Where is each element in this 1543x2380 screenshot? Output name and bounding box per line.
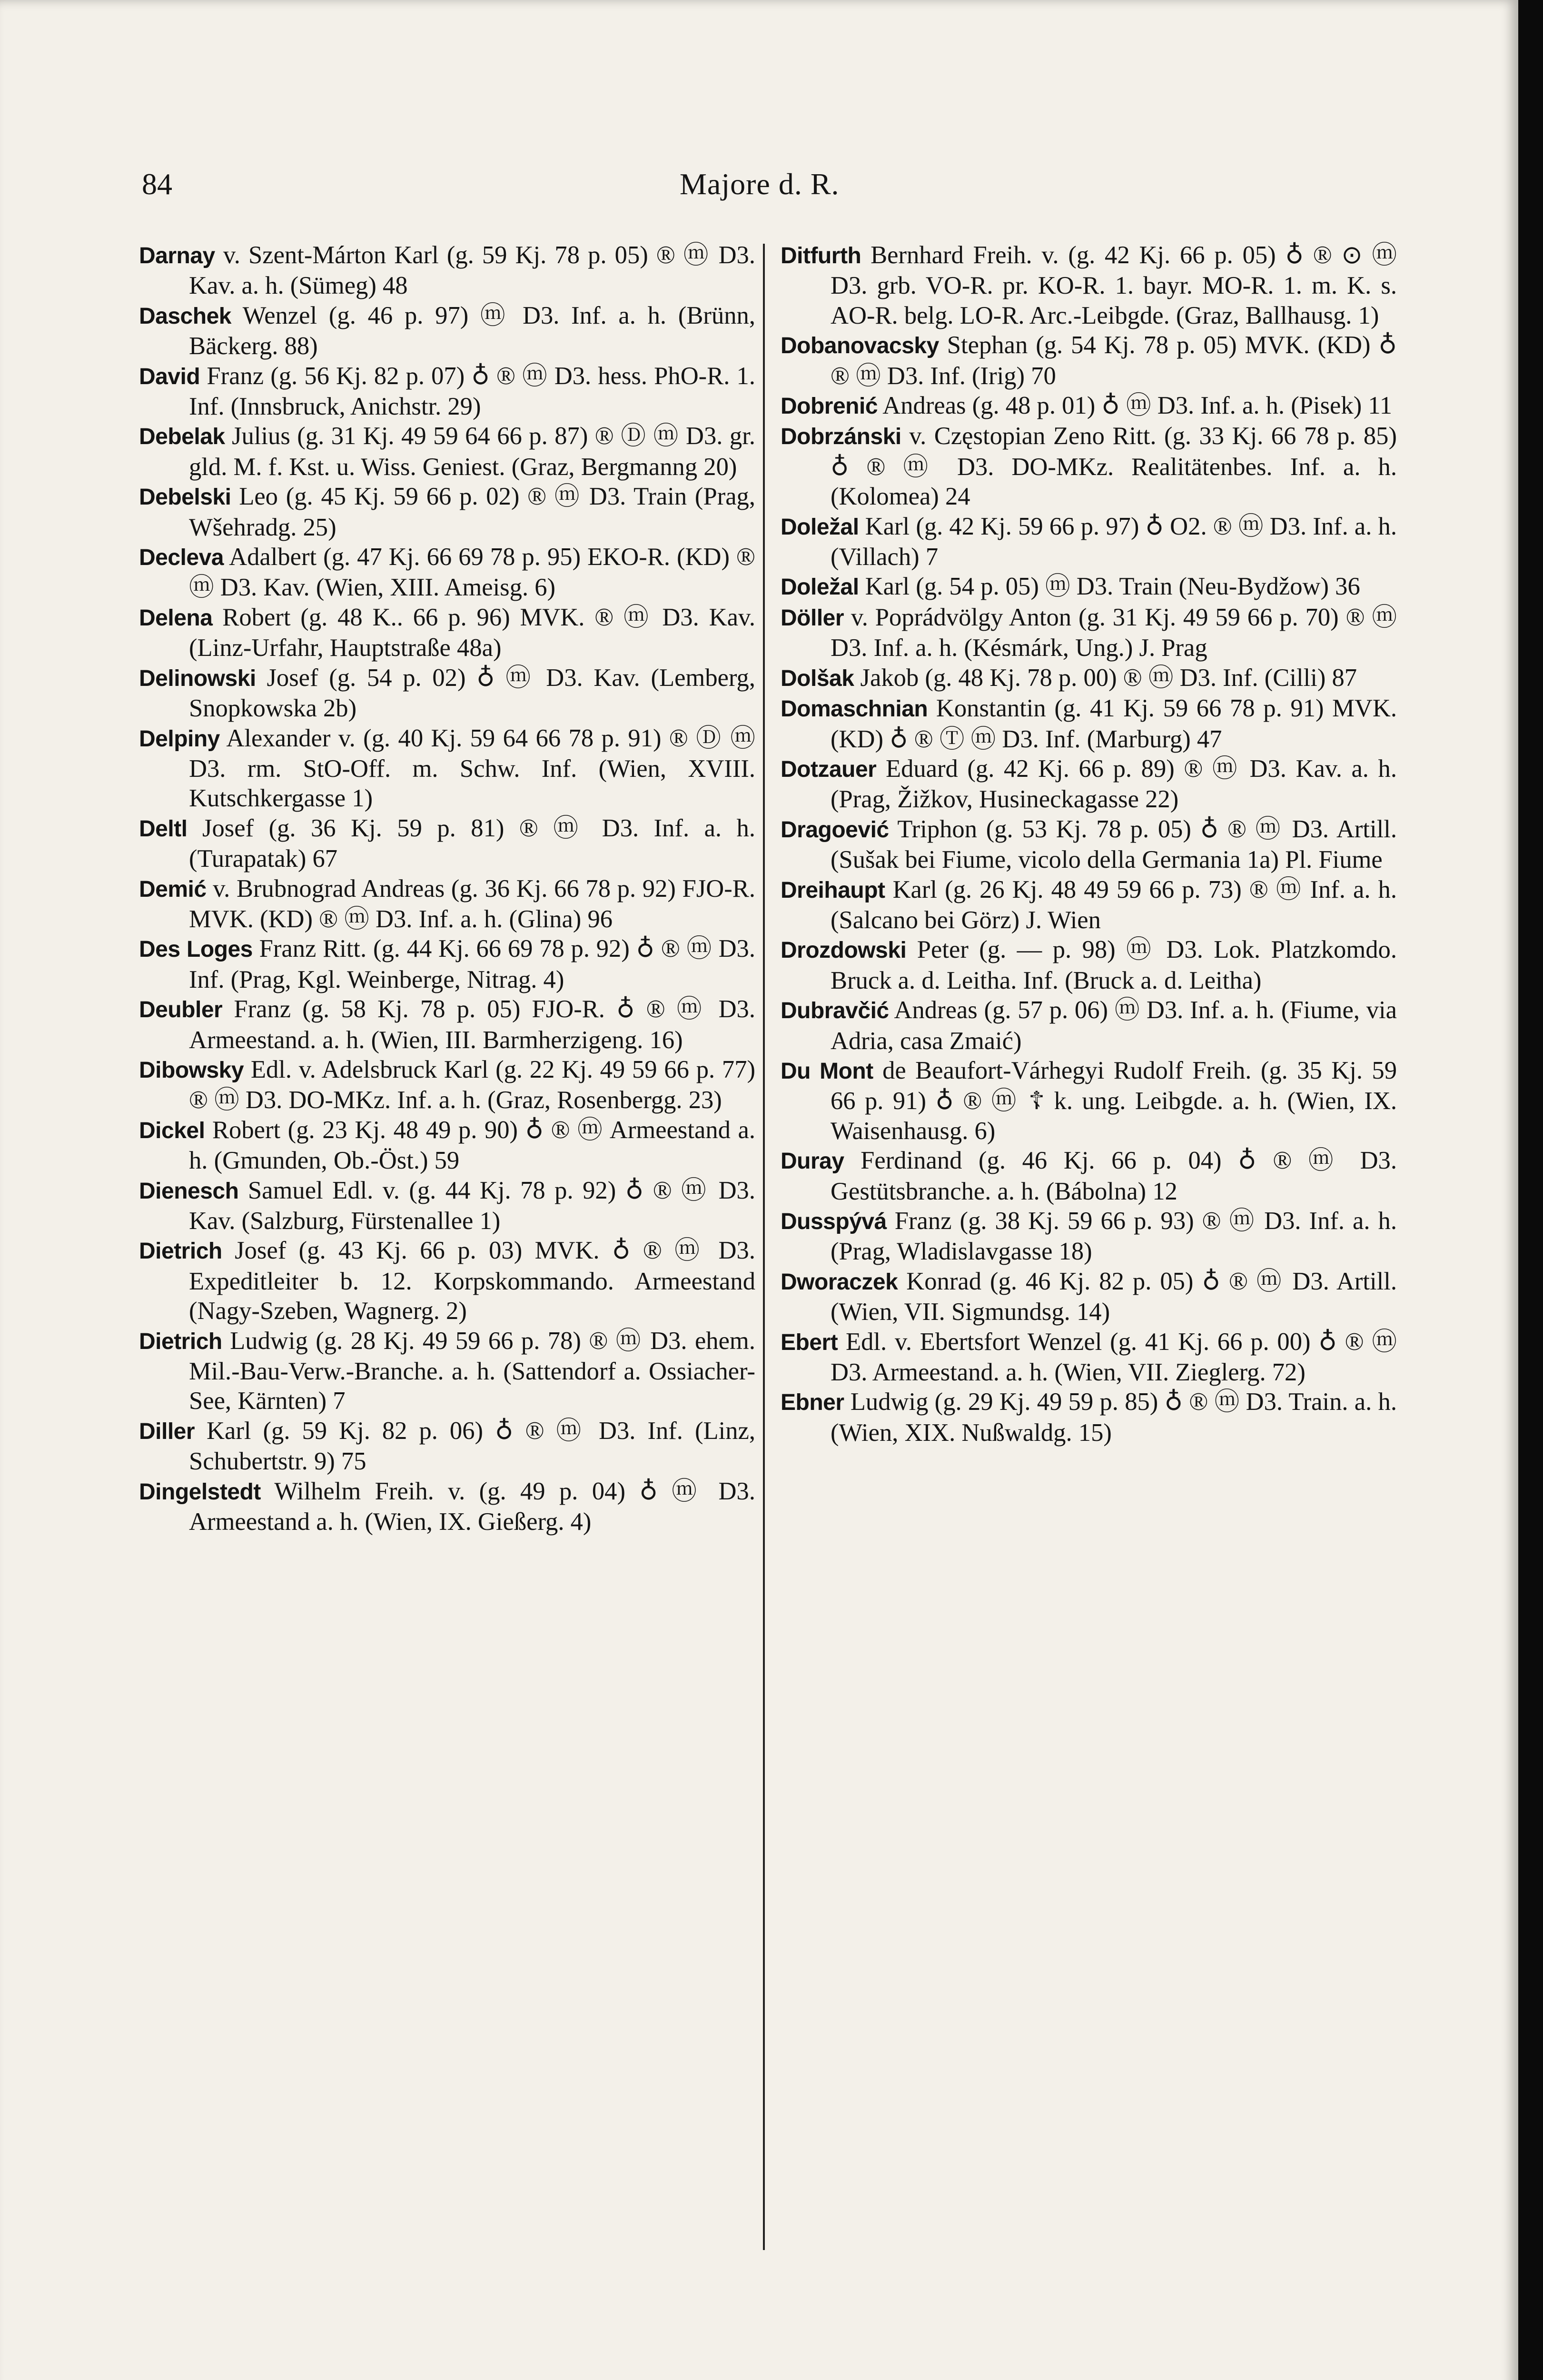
entry-details: Konstantin (g. 41 Kj. 59 66 78 p. 91) MVK. (KD) ♁ ® Ⓣ ⓜ D3. Inf. (Marburg) 47: [831, 694, 1397, 753]
register-entry: [781, 603, 1397, 663]
entry-details: Peter (g. — p. 98) ⓜ D3. Lok. Platzkomdo. Bruck a. d. Leitha. Inf. (Bruck a. d. Leitha): [831, 936, 1397, 994]
entry-surname: Delena: [139, 605, 213, 631]
entry-surname: Deubler: [139, 997, 223, 1023]
entry-surname: Dworaczek: [781, 1269, 898, 1295]
entry-surname: Dolšak: [781, 665, 854, 691]
register-entry: [781, 754, 1397, 814]
entry-surname: Dreihaupt: [781, 877, 885, 903]
entry-surname: Dotzauer: [781, 756, 877, 782]
entry-surname: Ebert: [781, 1329, 838, 1355]
entry-surname: Ditfurth: [781, 243, 861, 268]
entry-surname: Debelak: [139, 424, 225, 450]
register-entry: [139, 874, 755, 934]
entry-surname: Dragoević: [781, 817, 889, 843]
entry-details: v. Szent-Márton Karl (g. 59 Kj. 78 p. 05) ® ⓜ D3. Kav. a. h. (Sümeg) 48: [189, 241, 755, 300]
page-number: 84: [142, 167, 172, 201]
register-entry: [781, 1327, 1397, 1388]
entry-surname: Des Loges: [139, 937, 253, 962]
page-header: [142, 167, 1440, 209]
entry-details: Josef (g. 43 Kj. 66 p. 03) MVK. ♁ ® ⓜ D3. Expeditleiter b. 12. Korpskommando. Armeestand (Nagy-Szeben, Wagnerg. 2): [189, 1237, 755, 1325]
entry-details: v. Brubnograd Andreas (g. 36 Kj. 66 78 p. 92) FJO-R. MVK. (KD) ® ⓜ D3. Inf. a. h. (Glina) 96: [189, 874, 755, 933]
entry-surname: Daschek: [139, 303, 231, 329]
register-entry: [139, 301, 755, 361]
register-entry: [139, 542, 755, 603]
entry-surname: Darnay: [139, 243, 215, 268]
register-entry: [781, 391, 1397, 421]
entry-details: Eduard (g. 42 Kj. 66 p. 89) ® ⓜ D3. Kav. a. h. (Prag, Žižkov, Husineckagasse 22): [831, 754, 1397, 813]
right-column: [781, 240, 1397, 1448]
entry-details: Julius (g. 31 Kj. 49 59 64 66 p. 87) ® Ⓓ ⓜ D3. gr. gld. M. f. Kst. u. Wiss. Geniest. (Graz, Bergmanng 20): [189, 422, 755, 481]
entry-details: Ludwig (g. 28 Kj. 49 59 66 p. 78) ® ⓜ D3. ehem. Mil.-Bau-Verw.-Branche. a. h. (Sattendorf a. Ossiacher-See, Kärnten) 7: [189, 1327, 755, 1415]
register-entry: [139, 361, 755, 422]
entry-details: Karl (g. 59 Kj. 82 p. 06) ♁ ® ⓜ D3. Inf. (Linz, Schubertstr. 9) 75: [189, 1417, 755, 1476]
register-entry: [139, 934, 755, 994]
register-entry: [139, 482, 755, 542]
register-entry: [781, 240, 1397, 330]
entry-surname: Dickel: [139, 1118, 205, 1143]
register-entry: [781, 1056, 1397, 1146]
entry-surname: Dusspývá: [781, 1209, 887, 1234]
entry-details: Wenzel (g. 46 p. 97) ⓜ D3. Inf. a. h. (Brünn, Bäckerg. 88): [189, 301, 755, 360]
entry-details: v. Poprádvölgy Anton (g. 31 Kj. 49 59 66 p. 70) ® ⓜ D3. Inf. a. h. (Késmárk, Ung.) J. Prag: [831, 603, 1397, 662]
register-entry: [781, 875, 1397, 935]
entry-details: Franz Ritt. (g. 44 Kj. 66 69 78 p. 92) ♁ ® ⓜ D3. Inf. (Prag, Kgl. Weinberge, Nitrag. 4): [189, 935, 755, 993]
register-entry: [139, 813, 755, 874]
register-entry: [139, 1477, 755, 1537]
register-entry: [139, 994, 755, 1055]
register-entry: [781, 663, 1397, 694]
entry-surname: Döller: [781, 605, 844, 631]
register-entry: [781, 814, 1397, 875]
register-entry: [781, 1206, 1397, 1267]
entry-surname: Ebner: [781, 1390, 844, 1416]
register-entry: [139, 421, 755, 482]
entry-surname: Duray: [781, 1149, 844, 1174]
entry-surname: Deltl: [139, 816, 188, 842]
entry-details: Karl (g. 54 p. 05) ⓜ D3. Train (Neu-Bydžow) 36: [859, 573, 1360, 601]
entry-details: Leo (g. 45 Kj. 59 66 p. 02) ® ⓜ D3. Train (Prag, Wšehradg. 25): [189, 483, 755, 541]
entry-details: Konrad (g. 46 Kj. 82 p. 05) ♁ ® ⓜ D3. Artill. (Wien, VII. Sigmundsg. 14): [831, 1267, 1397, 1326]
entry-surname: Dobrzánski: [781, 424, 901, 450]
entry-details: de Beaufort-Várhegyi Rudolf Freih. (g. 35 Kj. 59 66 p. 91) ♁ ® ⓜ ☦ k. ung. Leibgde. a. h. (Wien, IX. Waisenhausg. 6): [831, 1056, 1397, 1145]
entry-surname: Dienesch: [139, 1178, 239, 1204]
register-entry: [139, 603, 755, 663]
register-entry: [781, 694, 1397, 754]
register-entry: [139, 1115, 755, 1176]
register-entry: [139, 724, 755, 813]
entry-surname: David: [139, 364, 200, 389]
running-title: Majore d. R.: [680, 167, 840, 201]
entry-details: Stephan (g. 54 Kj. 78 p. 05) MVK. (KD) ♁ ® ⓜ D3. Inf. (Irig) 70: [831, 331, 1397, 390]
register-entry: [781, 935, 1397, 995]
entry-surname: Diller: [139, 1418, 195, 1444]
entry-details: Wilhelm Freih. v. (g. 49 p. 04) ♁ ⓜ D3. Armeestand a. h. (Wien, IX. Gießerg. 4): [189, 1477, 755, 1536]
entry-details: v. Częstopian Zeno Ritt. (g. 33 Kj. 66 78 p. 85) ♁ ® ⓜ D3. DO-MKz. Realitätenbes. Inf. a. h. (Kolomea) 24: [831, 422, 1397, 511]
entry-details: Robert (g. 23 Kj. 48 49 p. 90) ♁ ® ⓜ Armeestand a. h. (Gmunden, Ob.-Öst.) 59: [189, 1116, 755, 1175]
entry-details: Franz (g. 56 Kj. 82 p. 07) ♁ ® ⓜ D3. hess. PhO-R. 1. Inf. (Innsbruck, Anichstr. 29): [189, 362, 755, 421]
register-entry: [139, 240, 755, 301]
entry-surname: Dietrich: [139, 1239, 222, 1264]
register-entry: [139, 663, 755, 724]
entry-details: Ferdinand (g. 46 Kj. 66 p. 04) ♁ ® ⓜ D3. Gestütsbranche. a. h. (Bábolna) 12: [831, 1147, 1397, 1205]
entry-surname: Debelski: [139, 485, 231, 510]
register-entry: [139, 1055, 755, 1115]
register-entry: [781, 572, 1397, 602]
entry-details: Franz (g. 38 Kj. 59 66 p. 93) ® ⓜ D3. Inf. a. h. (Prag, Wladislavgasse 18): [831, 1207, 1397, 1266]
entry-details: Bernhard Freih. v. (g. 42 Kj. 66 p. 05) ♁ ® ⊙ ⓜ D3. grb. VO-R. pr. KO-R. 1. bayr. MO-R. 1. m. K. s. AO-R. belg. LO-R. Arc.-Leibgde. (Graz, Ballhausg. 1): [831, 241, 1397, 329]
entry-surname: Delpiny: [139, 726, 220, 752]
entry-details: Franz (g. 58 Kj. 78 p. 05) FJO-R. ♁ ® ⓜ D3. Armeestand. a. h. (Wien, III. Barmherzigeng. 16): [189, 995, 755, 1054]
register-entry: [781, 995, 1397, 1056]
column-divider: [763, 244, 765, 2250]
entry-surname: Decleva: [139, 545, 224, 571]
entry-details: Edl. v. Adelsbruck Karl (g. 22 Kj. 49 59 66 p. 77) ® ⓜ D3. DO-MKz. Inf. a. h. (Graz, Rosenbergg. 23): [189, 1055, 755, 1114]
entry-surname: Drozdowski: [781, 938, 907, 963]
entry-surname: Doležal: [781, 514, 859, 540]
entry-details: Josef (g. 54 p. 02) ♁ ⓜ D3. Kav. (Lemberg, Snopkowska 2b): [189, 664, 755, 723]
entry-details: Edl. v. Ebertsfort Wenzel (g. 41 Kj. 66 p. 00) ♁ ® ⓜ D3. Armeestand. a. h. (Wien, VII. Zieglerg. 72): [831, 1328, 1397, 1387]
register-entry: [781, 1387, 1397, 1448]
entry-details: Adalbert (g. 47 Kj. 66 69 78 p. 95) EKO-R. (KD) ® ⓜ D3. Kav. (Wien, XIII. Ameisg. 6): [189, 543, 755, 602]
register-entry: [781, 512, 1397, 572]
register-entry: [139, 1416, 755, 1477]
entry-surname: Doležal: [781, 575, 859, 600]
register-entry: [781, 1267, 1397, 1327]
entry-details: Karl (g. 26 Kj. 48 49 59 66 p. 73) ® ⓜ Inf. a. h. (Salcano bei Görz) J. Wien: [831, 875, 1397, 934]
entry-details: Robert (g. 48 K.. 66 p. 96) MVK. ® ⓜ D3. Kav. (Linz-Urfahr, Hauptstraße 48a): [189, 603, 755, 662]
entry-details: Samuel Edl. v. (g. 44 Kj. 78 p. 92) ♁ ® ⓜ D3. Kav. (Salzburg, Fürstenallee 1): [189, 1176, 755, 1235]
entry-surname: Dubravčić: [781, 998, 889, 1024]
entry-details: Alexander v. (g. 40 Kj. 59 64 66 78 p. 91) ® Ⓓ ⓜ D3. rm. StO-Off. m. Schw. Inf. (Wien, XVIII. Kutschkergasse 1): [189, 724, 755, 813]
left-column: [139, 240, 755, 1537]
entry-details: Josef (g. 36 Kj. 59 p. 81) ® ⓜ D3. Inf. a. h. (Turapatak) 67: [187, 814, 755, 873]
entry-surname: Dobanovacsky: [781, 333, 939, 359]
entry-surname: Delinowski: [139, 665, 256, 691]
entry-surname: Demić: [139, 876, 207, 902]
entry-surname: Dingelstedt: [139, 1479, 261, 1505]
entry-details: Jakob (g. 48 Kj. 78 p. 00) ® ⓜ D3. Inf. (Cilli) 87: [854, 664, 1357, 692]
entry-details: Andreas (g. 48 p. 01) ♁ ⓜ D3. Inf. a. h. (Pisek) 11: [878, 392, 1393, 420]
register-entry: [139, 1326, 755, 1416]
entry-details: Karl (g. 42 Kj. 59 66 p. 97) ♁ O2. ® ⓜ D3. Inf. a. h. (Villach) 7: [831, 512, 1397, 571]
register-entry: [139, 1236, 755, 1326]
entry-surname: Du Mont: [781, 1058, 873, 1084]
entry-surname: Dietrich: [139, 1329, 222, 1354]
entry-details: Triphon (g. 53 Kj. 78 p. 05) ♁ ® ⓜ D3. Artill. (Sušak bei Fiume, vicolo della Germania 1a) Pl. Fiume: [831, 815, 1397, 874]
register-entry: [781, 330, 1397, 391]
entry-surname: Domaschnian: [781, 696, 928, 722]
entry-details: Andreas (g. 57 p. 06) ⓜ D3. Inf. a. h. (Fiume, via Adria, casa Zmaić): [831, 996, 1397, 1055]
entry-details: Ludwig (g. 29 Kj. 49 59 p. 85) ♁ ® ⓜ D3. Train. a. h. (Wien, XIX. Nußwaldg. 15): [831, 1388, 1397, 1447]
register-entry: [781, 1146, 1397, 1206]
register-entry: [139, 1176, 755, 1236]
entry-surname: Dibowsky: [139, 1057, 244, 1083]
register-entry: [781, 421, 1397, 511]
entry-surname: Dobrenić: [781, 394, 878, 419]
